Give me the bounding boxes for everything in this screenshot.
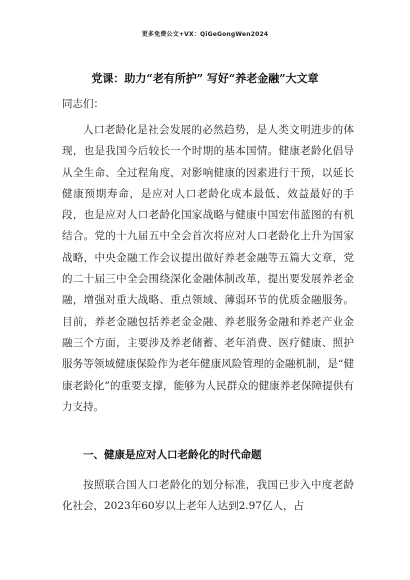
salutation: 同志们： (62, 98, 104, 110)
document-title: 党课：助力“老有所护” 写好“养老金融”大文章 (91, 72, 319, 85)
header-note: 更多免费公文+VX：QiGeGongWen2024 (141, 31, 269, 38)
body-paragraph-2: 按照联合国人口老龄化的划分标准，我国已步入中度老龄化社会，2023年60岁以上老年人达到2.97亿人，占 (62, 479, 354, 513)
body-paragraph-1: 人口老龄化是社会发展的必然趋势，是人类文明进步的体现，也是我国今后较长一个时期的基本国情。健康老龄化倡导从全生命、全过程角度，对影响健康的因素进行干预，以延长健康预期寿命，是应对人口老龄化成本最低、效益最好的手段，也是应对人口老龄化国家战略与健康中国宏伟蓝图的有机结合。党的十九届五中全会首次将应对人口老龄化上升为国家战略，中央金融工作会议提出做好养老金融等五篇大文章，党的二十届三中全会围绕深化金融体制改革，提出要发展养老金融，增强对重大战略、重点领域、薄弱环节的优质金融服务。目前，养老金融包括养老金金融、养老服务金融和养老产业金融三个方面，主要涉及养老储蓄、老年消费、医疗健康、照护服务等领域健康保险作为老年健康风险管理的金融机制，是“健康老龄化”的重要支撑，能够为人民群众的健康养老保障提供有力支持。 (62, 124, 354, 413)
section-heading-1: 一、健康是应对人口老龄化的时代命题 (83, 449, 262, 461)
